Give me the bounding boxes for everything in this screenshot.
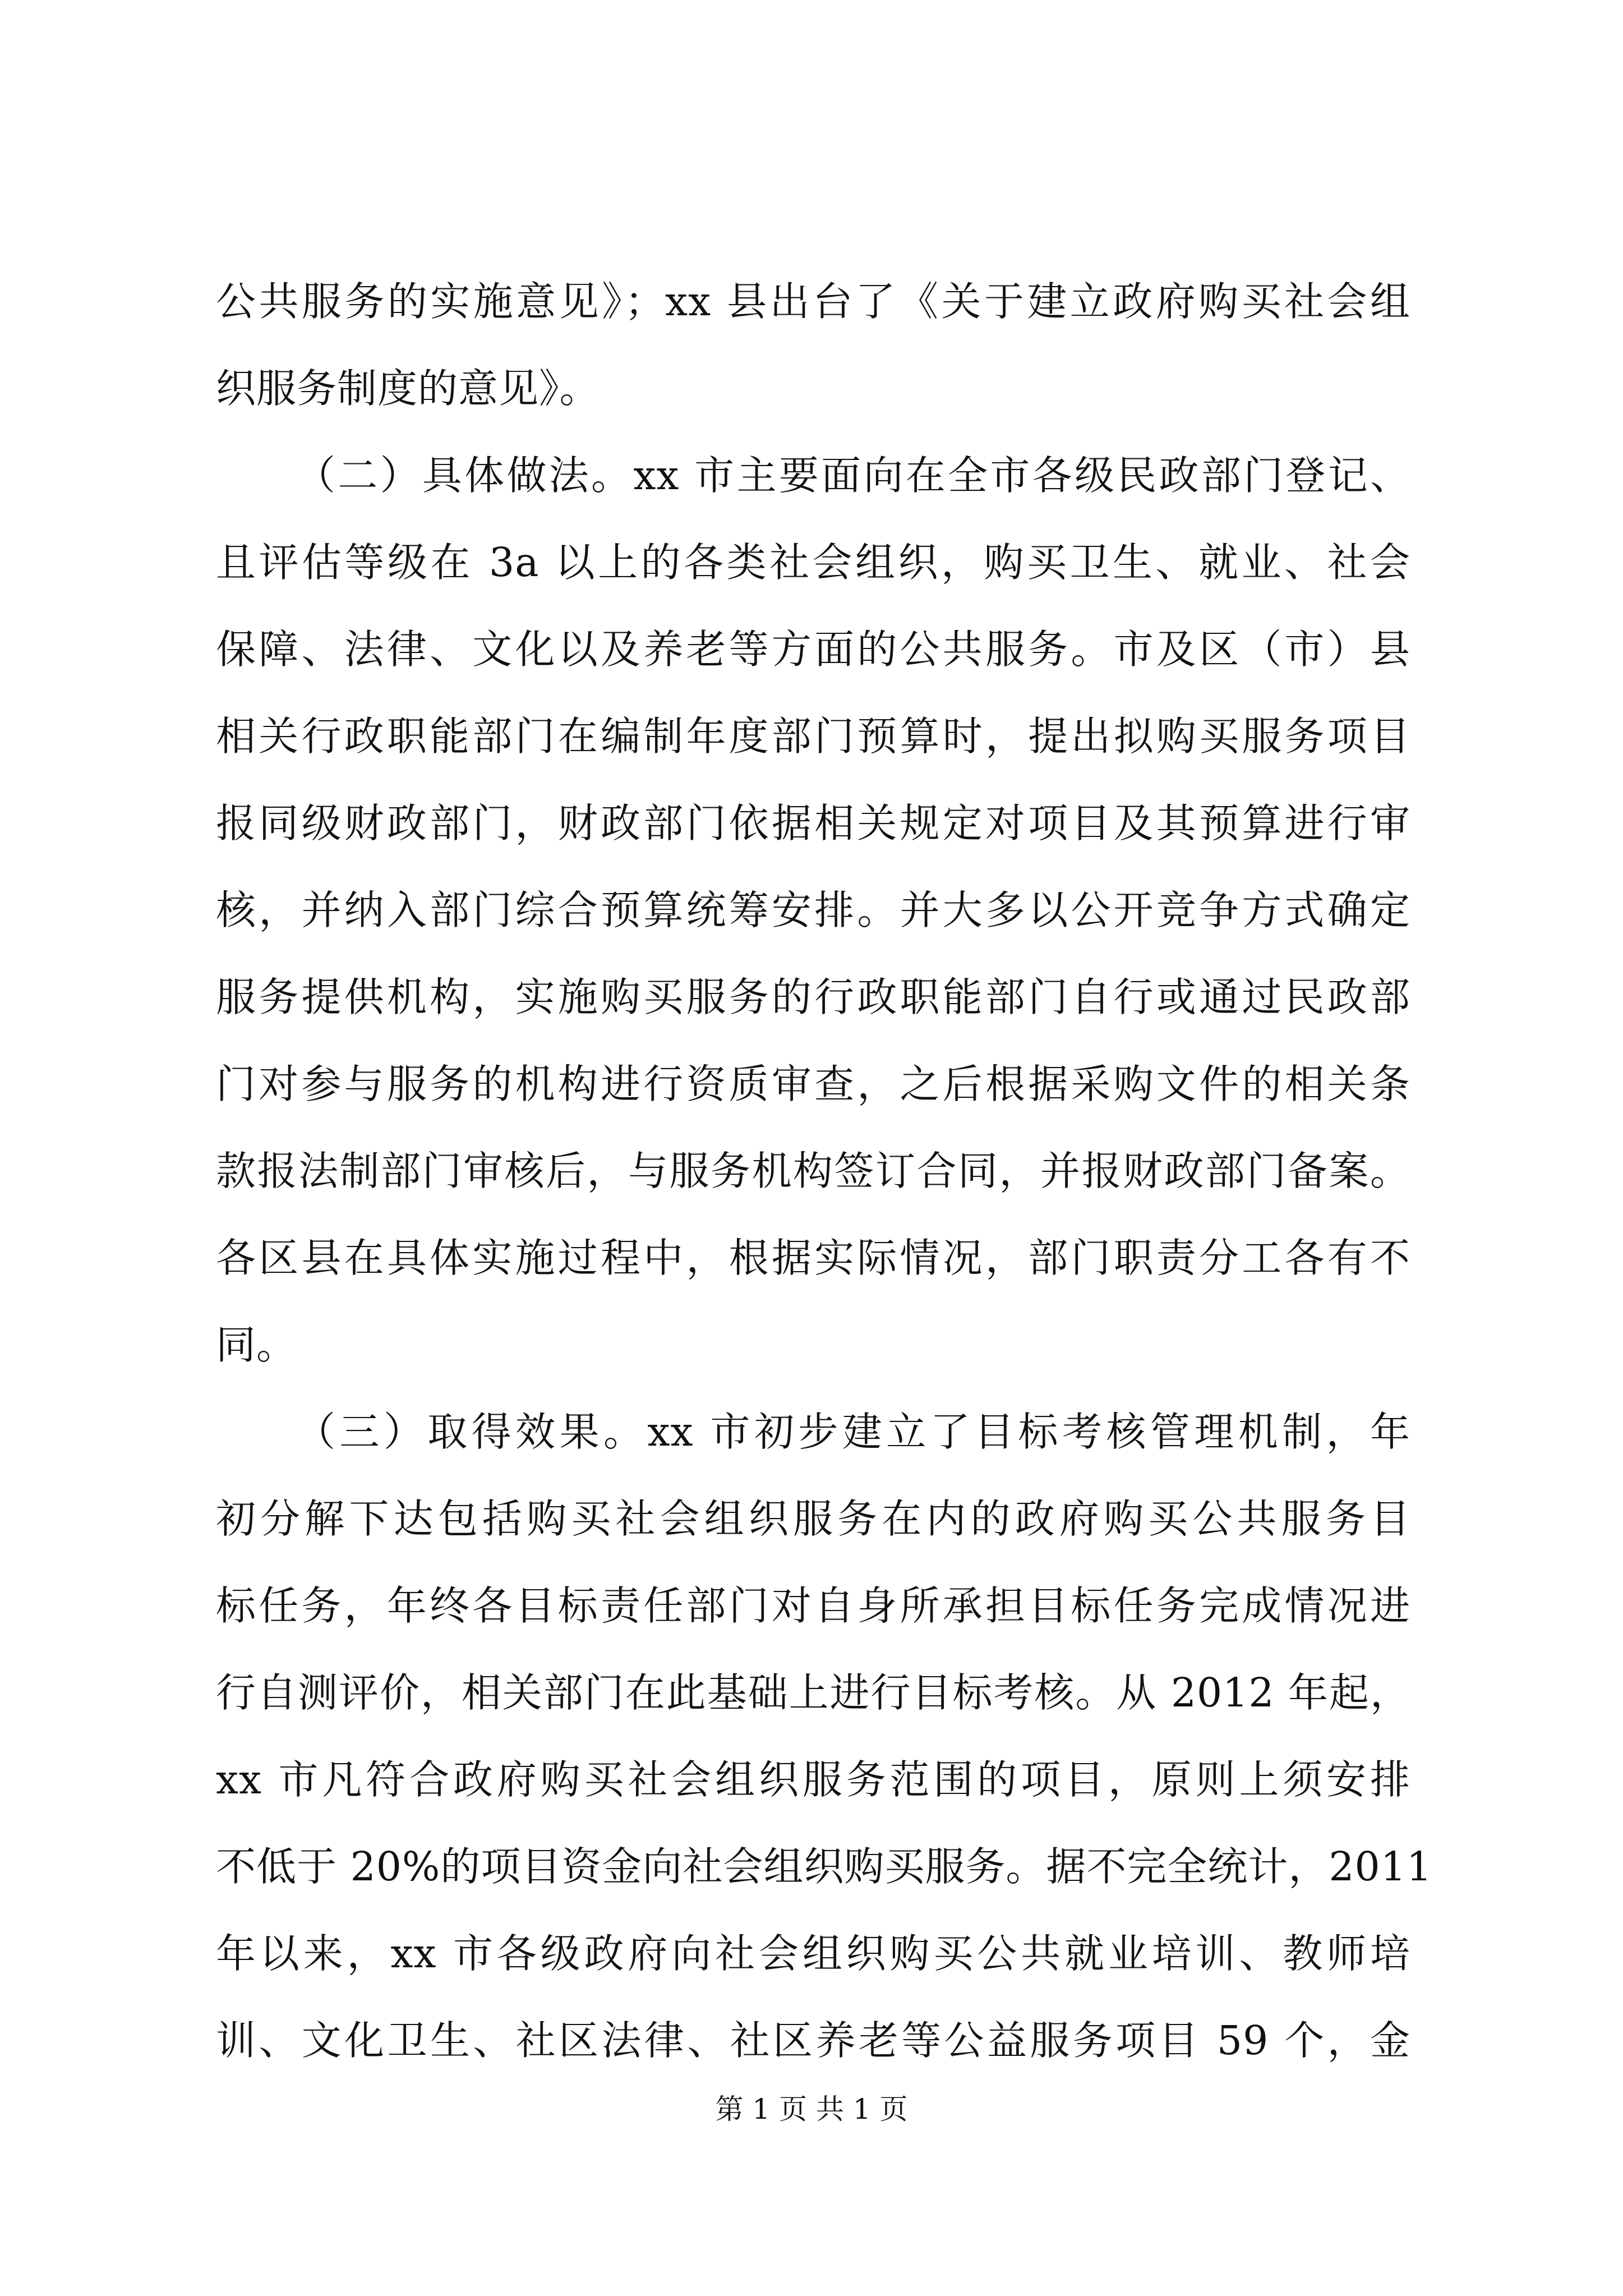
text-line: 织服务制度的意见》。 xyxy=(216,365,600,412)
paragraph-heading-line: （二）具体做法。xx 市主要面向在全市各级民政部门登记、 xyxy=(296,452,1410,499)
text-line: 核，并纳入部门综合预算统筹安排。并大多以公开竞争方式确定 xyxy=(216,887,1410,933)
text-line: 公共服务的实施意见》；xx 县出台了《关于建立政府购买社会组 xyxy=(216,278,1410,325)
text-line: 服务提供机构，实施购买服务的行政职能部门自行或通过民政部 xyxy=(216,974,1410,1020)
paragraph-heading-line: （三）取得效果。xx 市初步建立了目标考核管理机制，年 xyxy=(296,1409,1410,1455)
text-line: 门对参与服务的机构进行资质审查，之后根据采购文件的相关条 xyxy=(216,1061,1410,1107)
text-line: 标任务，年终各目标责任部门对自身所承担目标任务完成情况进 xyxy=(216,1582,1410,1629)
text-line: 年以来，xx 市各级政府向社会组织购买公共就业培训、教师培 xyxy=(216,1930,1410,1977)
page-number-footer: 第 1 页 共 1 页 xyxy=(715,2093,908,2125)
text-line: 训、文化卫生、社区法律、社区养老等公益服务项目 59 个，金 xyxy=(216,2017,1410,2064)
text-line: 款报法制部门审核后，与服务机构签订合同，并报财政部门备案。 xyxy=(216,1148,1410,1194)
text-line: xx 市凡符合政府购买社会组织服务范围的项目，原则上须安排 xyxy=(216,1756,1410,1803)
text-line: 报同级财政部门，财政部门依据相关规定对项目及其预算进行审 xyxy=(216,800,1410,846)
text-line: 各区县在具体实施过程中，根据实际情况，部门职责分工各有不 xyxy=(216,1235,1410,1281)
text-line: 初分解下达包括购买社会组织服务在内的政府购买公共服务目 xyxy=(216,1496,1410,1542)
text-line: 相关行政职能部门在编制年度部门预算时，提出拟购买服务项目 xyxy=(216,713,1410,760)
text-line: 同。 xyxy=(216,1322,297,1368)
text-line: 不低于 20%的项目资金向社会组织购买服务。据不完全统计，2011 xyxy=(216,1843,1433,1890)
text-line: 保障、法律、文化以及养老等方面的公共服务。市及区（市）县 xyxy=(216,626,1410,673)
text-line: 行自测评价，相关部门在此基础上进行目标考核。从 2012 年起， xyxy=(216,1669,1410,1716)
document-body xyxy=(216,258,1433,2084)
text-line: 且评估等级在 3a 以上的各类社会组织，购买卫生、就业、社会 xyxy=(216,539,1410,586)
